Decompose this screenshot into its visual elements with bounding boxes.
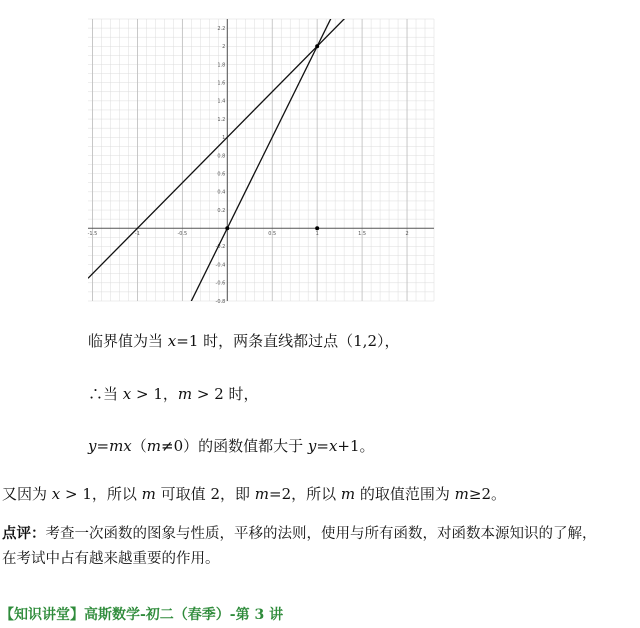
y-tick-label: -0.8 xyxy=(215,298,226,305)
text-line-1-c: =1 时，两条直线都过点（1,2）， xyxy=(176,332,400,350)
text-line-2-b: x xyxy=(122,385,132,403)
text-line-2-a: ∴当 xyxy=(88,385,123,403)
y-tick-label: 2.2 xyxy=(217,25,226,32)
x-tick-label: 0.5 xyxy=(268,231,277,238)
x-tick-label: -1.5 xyxy=(87,231,98,238)
text-line-3-a: y xyxy=(88,437,97,455)
text-line-1-b: x xyxy=(167,332,177,350)
text-line-1-a: 临界值为当 xyxy=(88,332,168,350)
text-line-4-d: m xyxy=(141,485,156,503)
text-line-3-c: mx xyxy=(109,437,132,455)
text-line-4-i: 的取值范围为 xyxy=(355,485,455,503)
comment-body-1: 考查一次函数的图象与性质，平移的法则，使用与所有函数，对函数本源知识的了解， xyxy=(45,526,597,542)
y-tick-label: -0.4 xyxy=(215,262,226,269)
text-line-4-g: =2，所以 xyxy=(269,485,341,503)
comment-body-2: 在考试中占有越来越重要的作用。 xyxy=(2,551,220,567)
text-line-4-h: m xyxy=(340,485,356,503)
y-tick-label: 2 xyxy=(222,44,226,51)
text-line-4-b: x xyxy=(51,485,61,503)
text-line-3-j: +1。 xyxy=(337,437,375,455)
text-line-3-g: y xyxy=(307,437,317,455)
text-line-3-i: x xyxy=(328,437,338,455)
text-line-2 xyxy=(88,383,259,404)
x-tick-label: -0.5 xyxy=(177,231,188,238)
text-line-3-e: m xyxy=(146,437,161,455)
text-line-2-c: > 1， xyxy=(131,385,178,403)
y-tick-label: 1.2 xyxy=(217,116,226,123)
text-line-4-f: m xyxy=(254,485,269,503)
y-tick-label: 1.4 xyxy=(217,98,226,105)
point-origin xyxy=(225,226,229,230)
text-line-4-c: > 1，所以 xyxy=(60,485,142,503)
text-line-3-f: ≠0）的函数值都大于 xyxy=(161,437,308,455)
text-line-4-e: 可取值 2，即 xyxy=(155,485,255,503)
x-tick-label: 1 xyxy=(315,231,319,238)
x-tick-label: 2 xyxy=(405,231,409,238)
point-intersection xyxy=(315,44,319,48)
y-tick-label: 0.6 xyxy=(217,171,226,178)
x-tick-label: 1.5 xyxy=(358,231,367,238)
y-tick-label: -0.2 xyxy=(215,244,226,251)
text-line-4-j: m xyxy=(454,485,469,503)
point-x-axis-1 xyxy=(315,226,319,230)
y-tick-label: 0.8 xyxy=(217,153,226,160)
text-line-4-a: 又因为 xyxy=(2,485,52,503)
y-tick-label: 1 xyxy=(222,135,226,142)
comment-label: 点评： xyxy=(2,525,46,542)
tick-labels xyxy=(88,26,409,305)
y-tick-label: 0.4 xyxy=(217,189,226,196)
text-line-4 xyxy=(2,483,506,504)
text-line-3-h: = xyxy=(316,437,329,455)
y-tick-label: -0.6 xyxy=(215,280,226,287)
comment-line-2 xyxy=(2,547,220,568)
text-line-4-k: ≥2。 xyxy=(468,485,507,503)
y-tick-label: 1.8 xyxy=(217,62,226,69)
text-line-3-d: （ xyxy=(131,437,147,455)
comment-line-1 xyxy=(2,522,597,543)
y-tick-label: 1.6 xyxy=(217,80,226,87)
x-tick-label: -1 xyxy=(134,231,140,238)
text-line-3 xyxy=(88,435,375,456)
text-line-3-b: = xyxy=(96,437,110,455)
text-line-2-d: m xyxy=(177,385,193,403)
y-tick-label: 0.2 xyxy=(217,207,226,214)
text-line-2-e: > 2 时， xyxy=(192,385,259,403)
footer-title: 【知识讲堂】高斯数学-初二（春季）-第 3 讲 xyxy=(0,607,284,623)
function-graph xyxy=(0,0,640,310)
text-line-1 xyxy=(88,330,400,351)
